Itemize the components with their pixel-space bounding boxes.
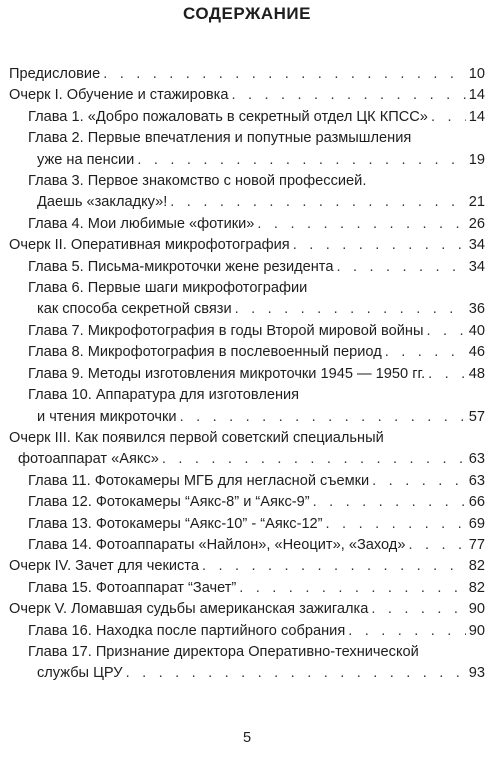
toc-chapter-entry <box>0 107 494 128</box>
toc-page-number: 93 <box>468 665 485 682</box>
toc-entry-row <box>28 471 494 492</box>
toc-entry-row <box>37 299 494 320</box>
toc-entry-text: Предисловие <box>9 66 101 82</box>
dot-leader <box>257 214 465 235</box>
toc-entry-row <box>37 407 494 428</box>
dot-leader <box>293 235 466 256</box>
toc-entry-row <box>9 64 494 85</box>
toc-entry-text: Очерк V. Ломавшая судьбы американская зажигалка <box>9 601 369 618</box>
toc-entry-text: Глава 13. Фотокамеры “Аякс-10” - “Аякс-12” <box>28 515 323 532</box>
toc-entry-text: Глава 15. Фотоаппарат “Зачет” <box>28 579 237 596</box>
dot-leader <box>202 556 466 577</box>
dot-leader <box>162 449 466 470</box>
dot-leader <box>428 364 466 385</box>
page-number: 5 <box>242 730 252 746</box>
toc-entry-row <box>28 214 494 235</box>
toc-entry-text: Очерк II. Оперативная микрофотография <box>9 237 290 254</box>
toc-page-number: 63 <box>468 451 485 468</box>
toc-entry-row <box>9 85 494 106</box>
toc-entry-text: и чтения микроточки <box>37 408 177 425</box>
dot-leader <box>170 192 465 213</box>
toc-entry-text-line: Глава 6. Первые шаги микрофотографии <box>28 280 308 297</box>
toc-entry-text: Глава 16. Находка после партийного собрания <box>28 622 346 639</box>
toc-entry-row <box>28 107 494 128</box>
toc-entry-row <box>28 364 494 385</box>
toc-chapter-entry <box>0 364 494 385</box>
dot-leader <box>103 64 466 85</box>
dot-leader <box>408 535 465 556</box>
toc-entry-row <box>37 663 494 684</box>
toc-entry-text: службы ЦРУ <box>37 665 123 682</box>
toc-page-number: 14 <box>468 108 485 125</box>
dot-leader <box>313 492 466 513</box>
toc-entry-row <box>28 257 494 278</box>
toc-entry-text: уже на пенсии <box>37 151 135 168</box>
dot-leader <box>137 150 465 171</box>
toc-page-number: 40 <box>468 322 485 339</box>
toc-entry-text: Глава 8. Микрофотография в послевоенный период <box>28 344 382 361</box>
toc-entry-text-line: Глава 10. Аппаратура для изготовления <box>28 387 300 404</box>
toc-entry-row <box>9 556 494 577</box>
toc-entry-row <box>28 535 494 556</box>
toc-chapter-entry <box>0 214 494 235</box>
toc-page-number: 26 <box>468 215 485 232</box>
dot-leader <box>235 299 466 320</box>
toc-entry-row <box>28 342 494 363</box>
toc-entry-row <box>28 578 494 599</box>
dot-leader <box>426 321 465 342</box>
toc-entry-text-line: Глава 17. Признание директора Оперативно-технической <box>28 643 419 660</box>
dot-leader <box>180 407 466 428</box>
dot-leader <box>371 599 465 620</box>
toc-chapter-entry <box>0 171 494 214</box>
toc-essay-entry <box>0 85 494 106</box>
toc-chapter-entry <box>0 578 494 599</box>
toc-chapter-entry <box>0 385 494 428</box>
toc-entry-text-line: Глава 3. Первое знакомство с новой профессией. <box>28 173 367 190</box>
toc-essay-entry <box>0 556 494 577</box>
toc-entry-row <box>28 321 494 342</box>
toc-entry-text: как способа секретной связи <box>37 301 232 318</box>
toc-page-number: 48 <box>468 365 485 382</box>
toc-chapter-entry <box>0 278 494 321</box>
dot-leader <box>348 621 466 642</box>
toc-page-number: 69 <box>468 515 485 532</box>
toc-page-number: 66 <box>468 494 485 511</box>
toc-page-number: 14 <box>468 87 485 104</box>
toc-chapter-entry <box>0 642 494 685</box>
page-title: СОДЕРЖАНИЕ <box>183 4 311 23</box>
toc-chapter-entry <box>0 535 494 556</box>
toc-page-number: 57 <box>468 408 485 425</box>
toc-entry-text: Очерк IV. Зачет для чекиста <box>9 558 199 575</box>
toc-chapter-entry <box>0 621 494 642</box>
toc-essay-entry <box>0 599 494 620</box>
dot-leader <box>239 578 465 599</box>
toc-page-number: 36 <box>468 301 485 318</box>
toc-entry-row <box>28 514 494 535</box>
toc-page-number: 46 <box>468 344 485 361</box>
toc-page-number: 82 <box>468 558 485 575</box>
dot-leader <box>431 107 466 128</box>
toc-chapter-entry <box>0 128 494 171</box>
dot-leader <box>326 514 466 535</box>
dot-leader <box>336 257 465 278</box>
toc-page-number: 63 <box>468 472 485 489</box>
toc-essay-entry <box>0 64 494 85</box>
toc-page-number: 82 <box>468 579 485 596</box>
toc-entry-row <box>9 235 494 256</box>
dot-leader <box>231 85 465 106</box>
toc-page-number: 77 <box>468 536 485 553</box>
toc-chapter-entry <box>0 257 494 278</box>
toc-entry-row <box>28 621 494 642</box>
toc-chapter-entry <box>0 492 494 513</box>
toc-entry-text-line: Глава 2. Первые впечатления и попутные размышления <box>28 130 412 147</box>
toc-page-number: 19 <box>468 151 485 168</box>
toc-entry-row <box>18 449 494 470</box>
toc-page-number: 34 <box>468 237 485 254</box>
toc-page-number: 90 <box>468 622 485 639</box>
toc-entry-text: Глава 11. Фотокамеры МГБ для негласной съемки <box>28 472 370 489</box>
toc-entry-row <box>37 150 494 171</box>
toc-entry-text: Глава 1. «Добро пожаловать в секретный отдел ЦК КПСС» <box>28 108 428 125</box>
toc-chapter-entry <box>0 342 494 363</box>
toc-entry-text: Очерк I. Обучение и стажировка <box>9 87 229 104</box>
toc-chapter-entry <box>0 514 494 535</box>
toc-page-number: 34 <box>468 258 485 275</box>
dot-leader <box>385 342 466 363</box>
toc-essay-entry <box>0 235 494 256</box>
toc-entry-text-line: Очерк III. Как появился первой советский специальный <box>9 429 384 446</box>
toc-chapter-entry <box>0 471 494 492</box>
toc-entry-text: Глава 14. Фотоаппараты «Найлон», «Неоцит», «Заход» <box>28 536 406 553</box>
table-of-contents <box>0 64 494 685</box>
toc-entry-text: Глава 12. Фотокамеры “Аякс-8” и “Аякс-9” <box>28 494 310 511</box>
dot-leader <box>372 471 466 492</box>
toc-entry-text: Глава 4. Мои любимые «фотики» <box>28 215 255 232</box>
toc-entry-text: Глава 5. Письма-микроточки жене резидента <box>28 258 334 275</box>
toc-entry-row <box>28 492 494 513</box>
toc-page-number: 10 <box>468 66 485 82</box>
toc-entry-text: фотоаппарат «Аякс» <box>18 451 159 468</box>
toc-page-number: 21 <box>468 194 485 211</box>
toc-entry-text: Даешь «закладку»! <box>37 194 168 211</box>
toc-page-number: 90 <box>468 601 485 618</box>
toc-entry-row <box>37 192 494 213</box>
toc-entry-text: Глава 9. Методы изготовления микроточки 1945 — 1950 гг. <box>28 365 426 382</box>
toc-entry-row <box>9 599 494 620</box>
toc-essay-entry <box>0 428 494 471</box>
toc-chapter-entry <box>0 321 494 342</box>
dot-leader <box>126 663 466 684</box>
toc-entry-text: Глава 7. Микрофотография в годы Второй мировой войны <box>28 322 424 339</box>
